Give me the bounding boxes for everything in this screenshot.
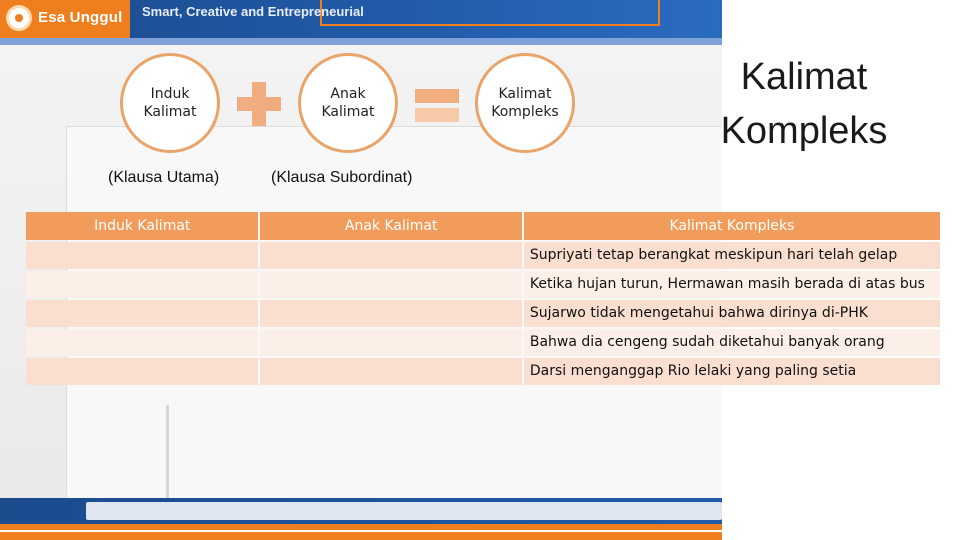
table-row [26, 329, 940, 356]
cell-anak [260, 300, 521, 327]
circle-label: Kalimat Kompleks [491, 86, 559, 120]
circle-label: Induk Kalimat [143, 86, 197, 120]
circle-anak-kalimat [298, 53, 398, 153]
cell-induk [26, 271, 258, 298]
equals-icon [415, 89, 459, 103]
circle-induk-kalimat [120, 53, 220, 153]
cell-kompleks: Darsi menganggap Rio lelaki yang paling setia [524, 358, 940, 385]
decorative-divider [166, 405, 169, 500]
cell-kompleks: Bahwa dia cengeng sudah diketahui banyak orang [524, 329, 940, 356]
header-anak-kalimat: Anak Kalimat [260, 212, 521, 240]
table-row [26, 271, 940, 298]
logo-text: Esa Unggul [38, 9, 123, 26]
footer-inner [86, 502, 722, 520]
circle-kalimat-kompleks [475, 53, 575, 153]
example-table [24, 210, 942, 387]
caption-klausa-subordinat: (Klausa Subordinat) [271, 169, 413, 186]
table-row [26, 358, 940, 385]
equals-icon-bar [415, 108, 459, 122]
cell-induk [26, 358, 258, 385]
table-row [26, 300, 940, 327]
footer-line [0, 530, 722, 532]
cell-anak [260, 329, 521, 356]
header-induk-kalimat: Induk Kalimat [26, 212, 258, 240]
cell-induk [26, 300, 258, 327]
header-outline [320, 0, 660, 26]
cell-kompleks: Supriyati tetap berangkat meskipun hari telah gelap [524, 242, 940, 269]
table-header-row [26, 212, 940, 240]
cell-induk [26, 329, 258, 356]
header-strip [0, 38, 722, 45]
cell-kompleks: Ketika hujan turun, Hermawan masih berada di atas bus [524, 271, 940, 298]
cell-anak [260, 358, 521, 385]
plus-icon-bar [237, 97, 281, 111]
cell-induk [26, 242, 258, 269]
caption-klausa-utama: (Klausa Utama) [108, 169, 220, 186]
logo-icon [6, 5, 32, 31]
table-row [26, 242, 940, 269]
circle-label: Anak Kalimat [321, 86, 375, 120]
tagline: Smart, Creative and Entrepreneurial [142, 4, 364, 19]
footer-orange [0, 524, 722, 540]
logo [0, 0, 130, 38]
slide-title: Kalimat Kompleks [720, 56, 888, 152]
cell-kompleks: Sujarwo tidak mengetahui bahwa dirinya di-PHK [524, 300, 940, 327]
cell-anak [260, 242, 521, 269]
cell-anak [260, 271, 521, 298]
header-kalimat-kompleks: Kalimat Kompleks [524, 212, 940, 240]
